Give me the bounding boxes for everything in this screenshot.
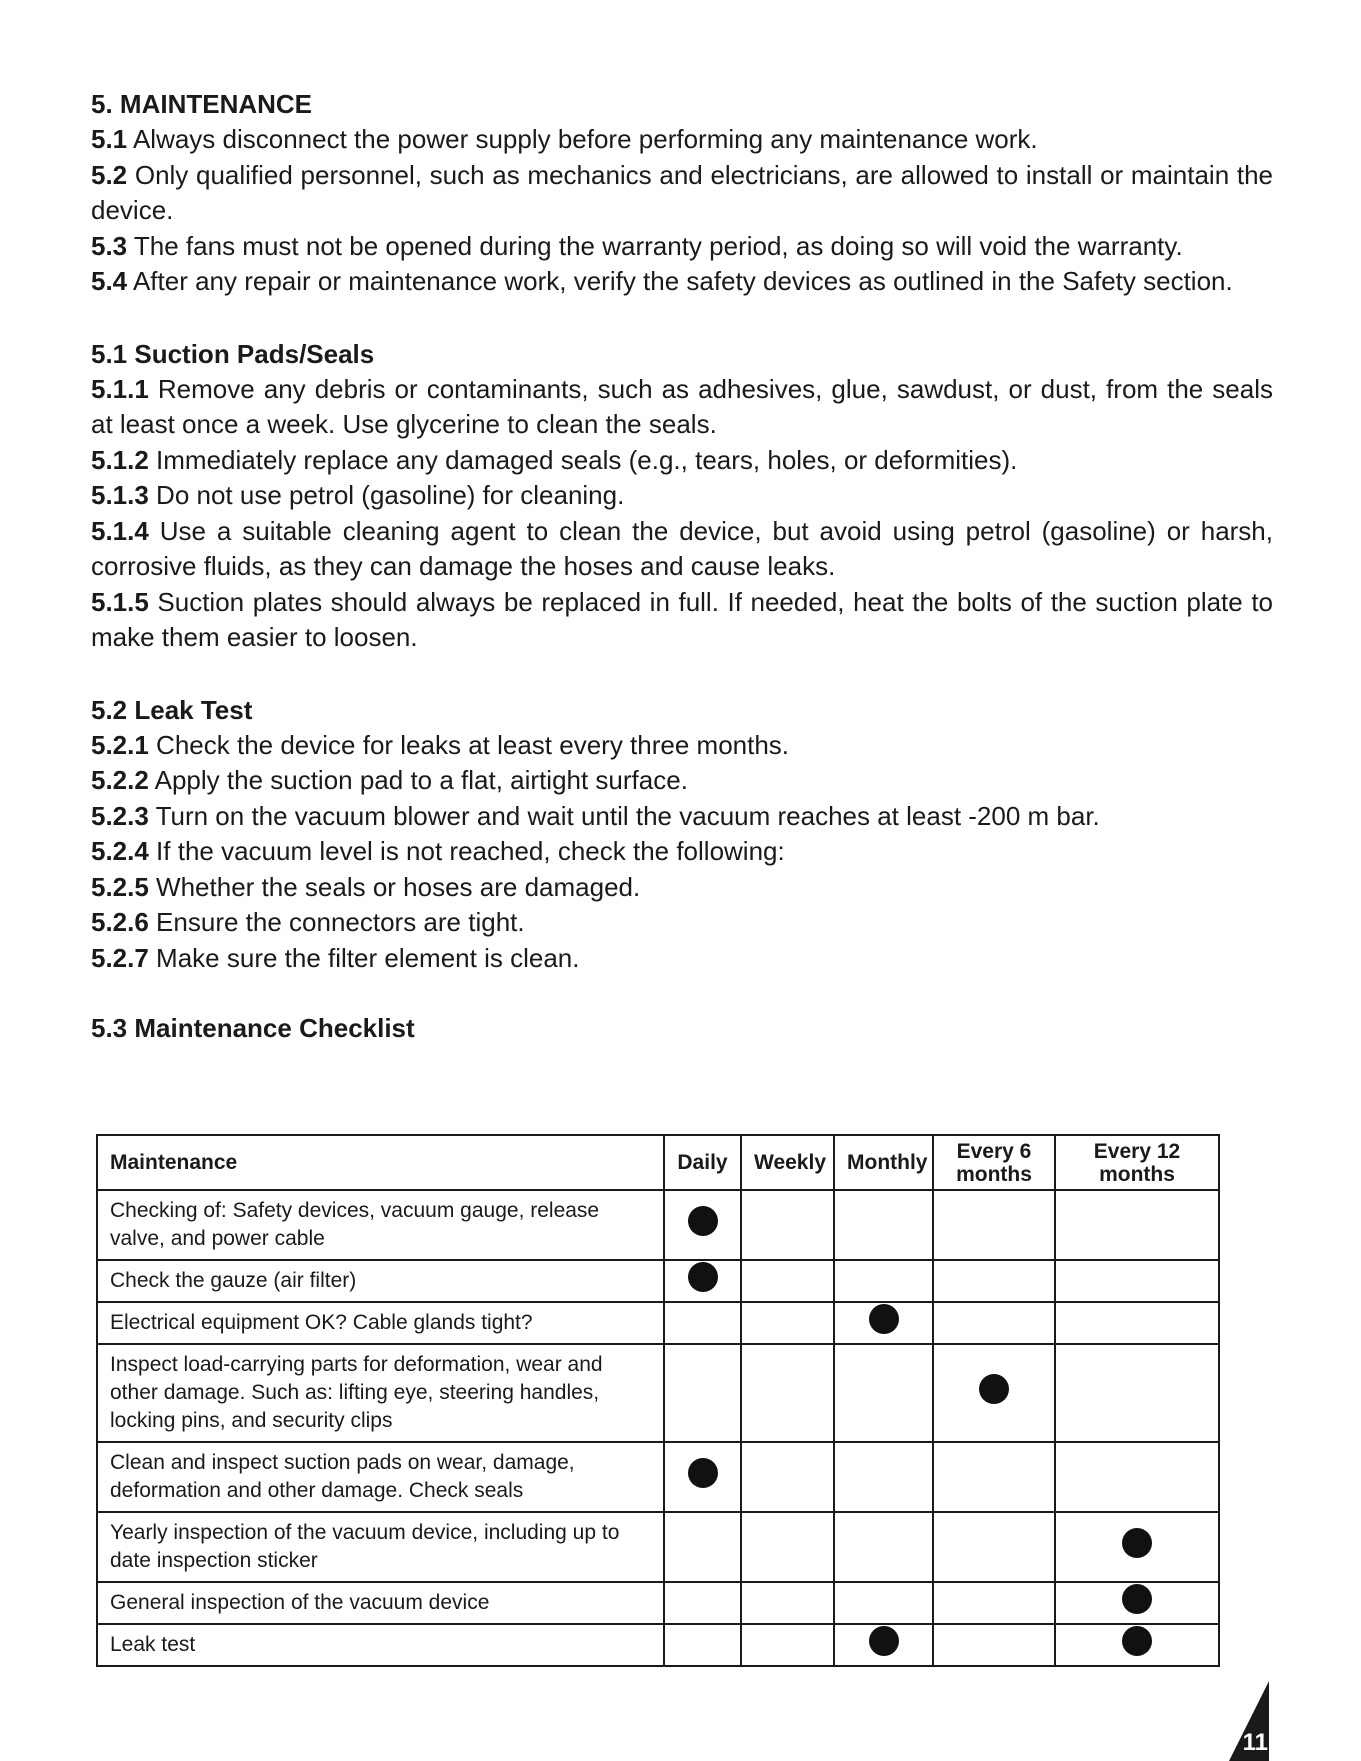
item-text: The fans must not be opened during the warranty period, as doing so will void the warranty. (127, 230, 1183, 261)
item-text: Turn on the vacuum blower and wait until the vacuum reaches at least -200 m bar. (148, 800, 1100, 831)
schedule-cell-monthly (834, 1302, 933, 1344)
list-item (91, 514, 1273, 585)
task-cell: Electrical equipment OK? Cable glands tight? (97, 1302, 664, 1344)
schedule-cell-every-6-months (933, 1582, 1055, 1624)
column-header-every-6-months: Every 6 months (933, 1135, 1055, 1190)
checkmark-dot-icon (979, 1374, 1009, 1404)
item-text: Immediately replace any damaged seals (e.g., tears, holes, or deformities). (148, 444, 1018, 475)
checkmark-dot-icon (1122, 1528, 1152, 1558)
item-text: Suction plates should always be replaced in full. If needed, heat the bolts of the suction plate to make them easier to loosen. (91, 586, 1273, 652)
item-number: 5.2.6 (91, 907, 149, 937)
maintenance-checklist-table (96, 1134, 1220, 1667)
list-item (91, 443, 1273, 479)
table-row (97, 1582, 1219, 1624)
checkmark-dot-icon (1122, 1584, 1152, 1614)
item-text: Whether the seals or hoses are damaged. (148, 871, 641, 902)
section-leak-test-list (91, 728, 1273, 977)
list-item (91, 122, 1273, 158)
checkmark-dot-icon (688, 1262, 718, 1292)
list-item (91, 941, 1273, 977)
schedule-cell-every-6-months (933, 1260, 1055, 1302)
schedule-cell-weekly (741, 1302, 834, 1344)
item-text: Only qualified personnel, such as mechanics and electricians, are allowed to install or maintain the device. (91, 159, 1273, 225)
table-row (97, 1442, 1219, 1512)
schedule-cell-monthly (834, 1344, 933, 1442)
item-number: 5.1.5 (91, 586, 149, 617)
schedule-cell-every-12-months (1055, 1624, 1219, 1666)
page-content (91, 86, 1273, 1046)
column-header-every-12-months: Every 12 months (1055, 1135, 1219, 1190)
table-row (97, 1260, 1219, 1302)
item-number: 5.4 (91, 266, 128, 296)
list-item (91, 763, 1273, 799)
item-text: Ensure the connectors are tight. (148, 907, 525, 937)
section-suction-pads-list (91, 372, 1273, 656)
item-text: After any repair or maintenance work, verify the safety devices as outlined in the Safety section. (127, 266, 1233, 296)
list-item (91, 834, 1273, 870)
schedule-cell-weekly (741, 1512, 834, 1582)
list-item (91, 585, 1273, 656)
schedule-cell-weekly (741, 1260, 834, 1302)
list-item (91, 158, 1273, 229)
checkmark-dot-icon (1122, 1626, 1152, 1656)
item-number: 5.1.4 (91, 515, 149, 546)
table-row (97, 1512, 1219, 1582)
item-number: 5.1 (91, 124, 128, 154)
schedule-cell-every-12-months (1055, 1190, 1219, 1260)
list-item (91, 870, 1273, 906)
schedule-cell-every-6-months (933, 1512, 1055, 1582)
schedule-cell-every-12-months (1055, 1260, 1219, 1302)
item-number: 5.3 (91, 230, 128, 261)
schedule-cell-daily (664, 1190, 741, 1260)
item-number: 5.2.5 (91, 871, 149, 902)
item-number: 5.2.7 (91, 942, 149, 973)
column-header-maintenance: Maintenance (97, 1135, 664, 1190)
item-number: 5.2.3 (91, 800, 149, 831)
page-number: 11 (1242, 1729, 1268, 1756)
schedule-cell-every-6-months (933, 1442, 1055, 1512)
checkmark-dot-icon (688, 1458, 718, 1488)
schedule-cell-every-12-months (1055, 1582, 1219, 1624)
table-row (97, 1190, 1219, 1260)
task-cell: Clean and inspect suction pads on wear, damage, deformation and other damage. Check seals (97, 1442, 664, 1512)
schedule-cell-daily (664, 1624, 741, 1666)
schedule-cell-daily (664, 1582, 741, 1624)
schedule-cell-every-6-months (933, 1302, 1055, 1344)
section-title-maintenance: 5. MAINTENANCE (91, 89, 313, 119)
schedule-cell-weekly (741, 1442, 834, 1512)
list-item (91, 478, 1273, 514)
schedule-cell-every-12-months (1055, 1512, 1219, 1582)
item-text: Apply the suction pad to a flat, airtight surface. (148, 765, 688, 795)
item-text: Always disconnect the power supply before performing any maintenance work. (127, 124, 1038, 154)
item-number: 5.1.3 (91, 480, 149, 510)
section-maintenance-list (91, 122, 1273, 300)
schedule-cell-monthly (834, 1190, 933, 1260)
section-title-suction-pads: 5.1 Suction Pads/Seals (91, 338, 375, 369)
task-cell: Yearly inspection of the vacuum device, including up to date inspection sticker (97, 1512, 664, 1582)
schedule-cell-monthly (834, 1512, 933, 1582)
schedule-cell-daily (664, 1344, 741, 1442)
table-row (97, 1302, 1219, 1344)
item-text: Use a suitable cleaning agent to clean the device, but avoid using petrol (gasoline) or harsh, corrosive fluids, as they can damage the hoses and cause leaks. (91, 515, 1273, 581)
schedule-cell-monthly (834, 1442, 933, 1512)
task-cell: Checking of: Safety devices, vacuum gauge, release valve, and power cable (97, 1190, 664, 1260)
list-item (91, 905, 1273, 941)
section-title-checklist: 5.3 Maintenance Checklist (91, 1013, 415, 1043)
list-item (91, 799, 1273, 835)
section-title-leak-test: 5.2 Leak Test (91, 694, 253, 725)
column-header-weekly: Weekly (741, 1135, 834, 1190)
checkmark-dot-icon (869, 1626, 899, 1656)
schedule-cell-weekly (741, 1624, 834, 1666)
schedule-cell-daily (664, 1512, 741, 1582)
table-header-row (97, 1135, 1219, 1190)
schedule-cell-every-6-months (933, 1624, 1055, 1666)
schedule-cell-weekly (741, 1582, 834, 1624)
task-cell: Inspect load-carrying parts for deformation, wear and other damage. Such as: lifting eye, steering handles, locking pins, and security clips (97, 1344, 664, 1442)
schedule-cell-daily (664, 1442, 741, 1512)
item-text: Check the device for leaks at least every three months. (148, 729, 790, 760)
item-number: 5.2.1 (91, 729, 149, 760)
schedule-cell-every-6-months (933, 1190, 1055, 1260)
schedule-cell-every-6-months (933, 1344, 1055, 1442)
column-header-daily: Daily (664, 1135, 741, 1190)
table-row (97, 1344, 1219, 1442)
item-text: If the vacuum level is not reached, check the following: (148, 836, 785, 866)
schedule-cell-monthly (834, 1582, 933, 1624)
schedule-cell-every-12-months (1055, 1442, 1219, 1512)
schedule-cell-every-12-months (1055, 1302, 1219, 1344)
item-number: 5.1.2 (91, 444, 149, 475)
list-item (91, 728, 1273, 764)
schedule-cell-every-12-months (1055, 1344, 1219, 1442)
schedule-cell-monthly (834, 1624, 933, 1666)
schedule-cell-daily (664, 1302, 741, 1344)
list-item (91, 372, 1273, 443)
checkmark-dot-icon (688, 1206, 718, 1236)
item-number: 5.2.2 (91, 765, 149, 795)
item-number: 5.2 (91, 159, 128, 190)
task-cell: Check the gauze (air filter) (97, 1260, 664, 1302)
list-item (91, 264, 1273, 300)
item-number: 5.1.1 (91, 373, 149, 404)
table-row (97, 1624, 1219, 1666)
item-number: 5.2.4 (91, 836, 149, 866)
item-text: Do not use petrol (gasoline) for cleaning. (148, 480, 625, 510)
item-text: Remove any debris or contaminants, such as adhesives, glue, sawdust, or dust, from the seals at least once a week. Use glycerine to clean the seals. (91, 373, 1273, 439)
checkmark-dot-icon (869, 1304, 899, 1334)
item-text: Make sure the filter element is clean. (148, 942, 580, 973)
schedule-cell-weekly (741, 1344, 834, 1442)
task-cell: General inspection of the vacuum device (97, 1582, 664, 1624)
schedule-cell-weekly (741, 1190, 834, 1260)
task-cell: Leak test (97, 1624, 664, 1666)
schedule-cell-daily (664, 1260, 741, 1302)
schedule-cell-monthly (834, 1260, 933, 1302)
list-item (91, 229, 1273, 265)
column-header-monthly: Monthly (834, 1135, 933, 1190)
